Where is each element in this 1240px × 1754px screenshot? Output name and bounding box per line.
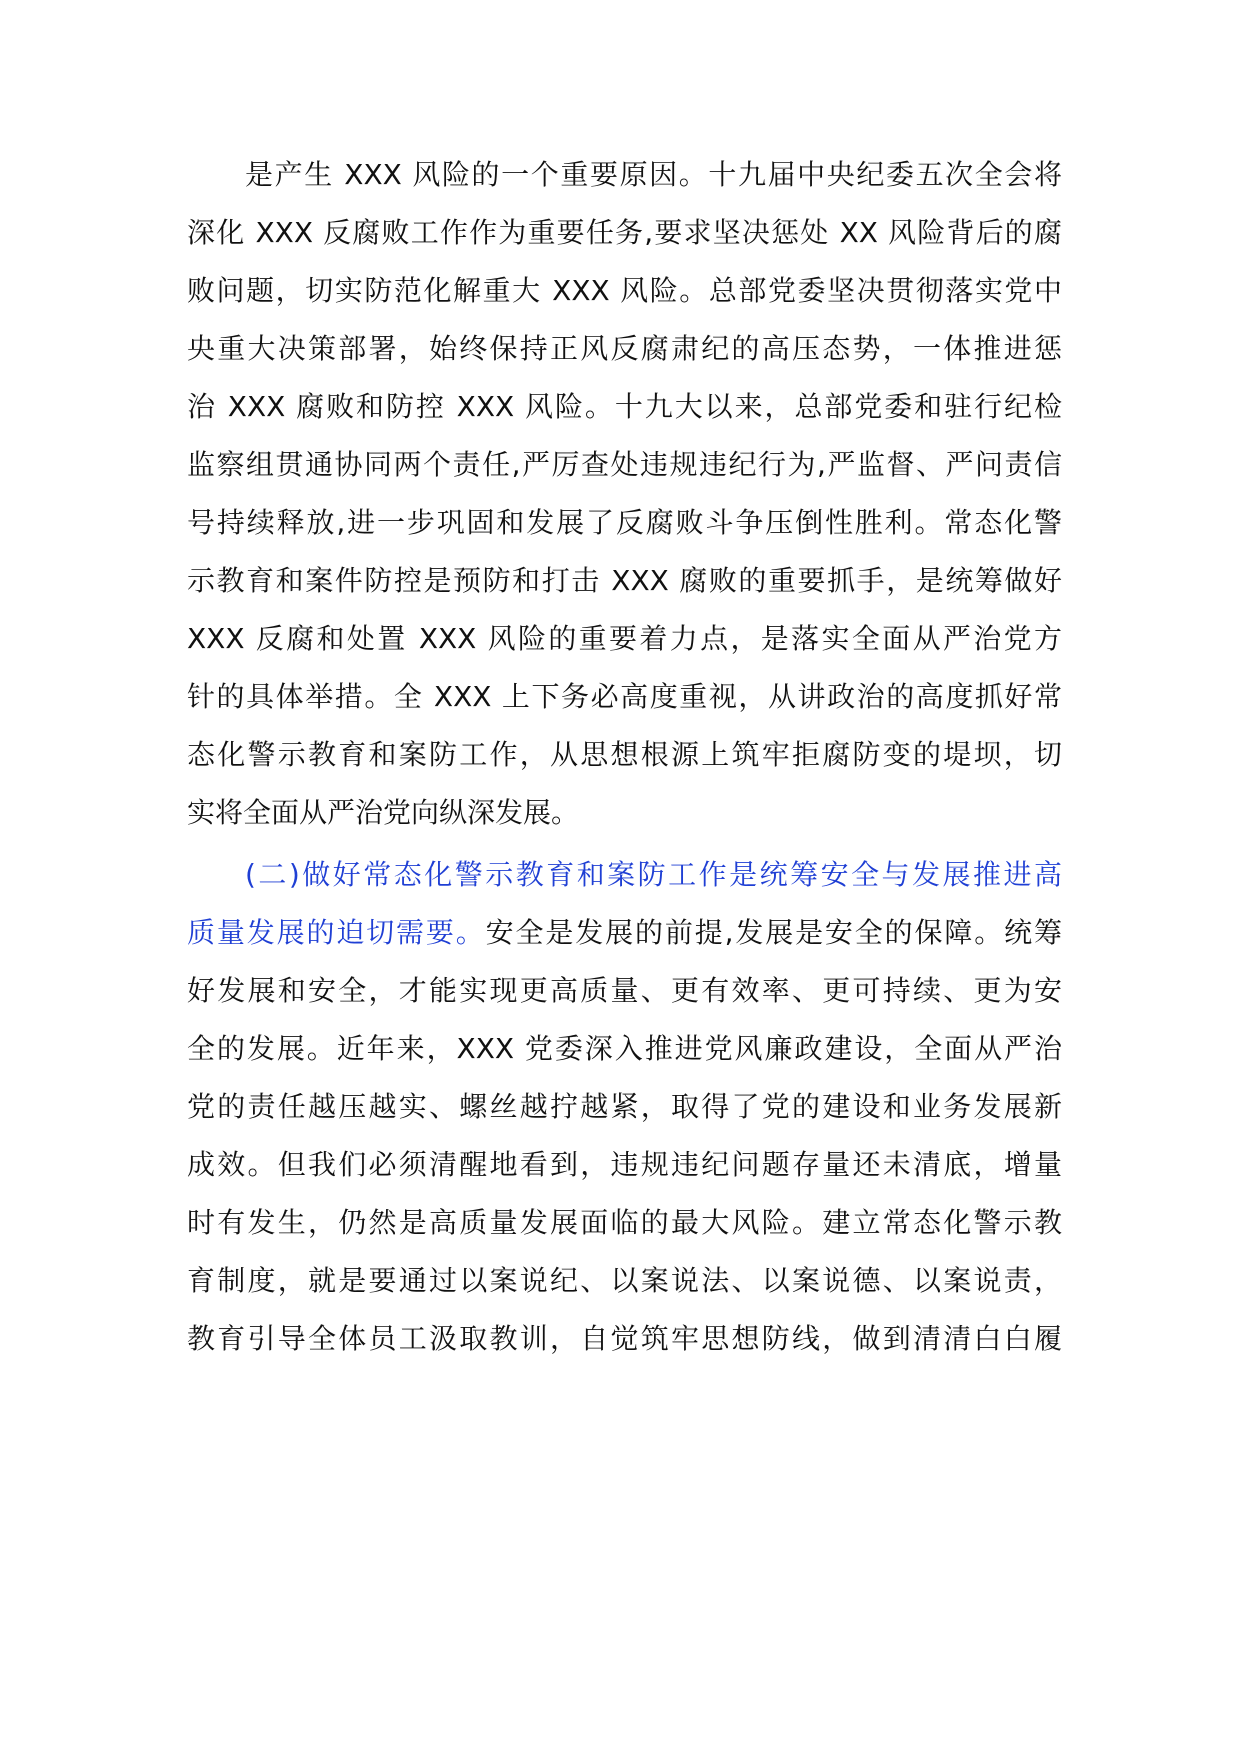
paragraph-2-line-9: 教育引导全体员工汲取教训，自觉筑牢思想防线，做到清清白白履	[187, 1322, 1062, 1355]
paragraph-1-line-1: 是产生 XXX 风险的一个重要原因。十九届中央纪委五次全会将	[245, 158, 1062, 191]
paragraph-1-line-11: 态化警示教育和案防工作，从思想根源上筑牢拒腐防变的堤坝，切	[187, 738, 1062, 771]
paragraph-2-line-2	[187, 910, 1062, 956]
paragraph-1-line-8: 示教育和案件防控是预防和打击 XXX 腐败的重要抓手，是统筹做好	[187, 564, 1062, 597]
paragraph-1-line-7: 号持续释放,进一步巩固和发展了反腐败斗争压倒性胜利。常态化警	[187, 506, 1062, 539]
paragraph-1-line-5: 治 XXX 腐败和防控 XXX 风险。十九大以来，总部党委和驻行纪检	[187, 390, 1062, 423]
paragraph-1-line-12: 实将全面从严治党向纵深发展。	[187, 796, 580, 829]
paragraph-1-line-10: 针的具体举措。全 XXX 上下务必高度重视，从讲政治的高度抓好常	[187, 680, 1062, 713]
section-heading-line-2: 质量发展的迫切需要。	[187, 916, 486, 949]
paragraph-1-line-9: XXX 反腐和处置 XXX 风险的重要着力点，是落实全面从严治党方	[187, 622, 1062, 655]
paragraph-1-line-4: 央重大决策部署，始终保持正风反腐肃纪的高压态势，一体推进惩	[187, 332, 1062, 365]
paragraph-2-line-5: 党的责任越压越实、螺丝越拧越紧，取得了党的建设和业务发展新	[187, 1090, 1062, 1123]
paragraph-1-line-2: 深化 XXX 反腐败工作作为重要任务,要求坚决惩处 XX 风险背后的腐	[187, 216, 1062, 249]
paragraph-2-line-7: 时有发生，仍然是高质量发展面临的最大风险。建立常态化警示教	[187, 1206, 1062, 1239]
paragraph-1-line-6: 监察组贯通协同两个责任,严厉查处违规违纪行为,严监督、严问责信	[187, 448, 1062, 481]
paragraph-2-line-4: 全的发展。近年来，XXX 党委深入推进党风廉政建设，全面从严治	[187, 1032, 1062, 1065]
paragraph-2-line-3: 好发展和安全，才能实现更高质量、更有效率、更可持续、更为安	[187, 974, 1062, 1007]
paragraph-1-line-3: 败问题，切实防范化解重大 XXX 风险。总部党委坚决贯彻落实党中	[187, 274, 1062, 307]
paragraph-2-line-6: 成效。但我们必须清醒地看到，违规违纪问题存量还未清底，增量	[187, 1148, 1062, 1181]
paragraph-2-line-8: 育制度，就是要通过以案说纪、以案说法、以案说德、以案说责，	[187, 1264, 1062, 1297]
section-heading-line-1: (二)做好常态化警示教育和案防工作是统筹安全与发展推进高	[245, 858, 1062, 891]
paragraph-2-line-2-text: 安全是发展的前提,发展是安全的保障。统筹	[485, 916, 1062, 949]
